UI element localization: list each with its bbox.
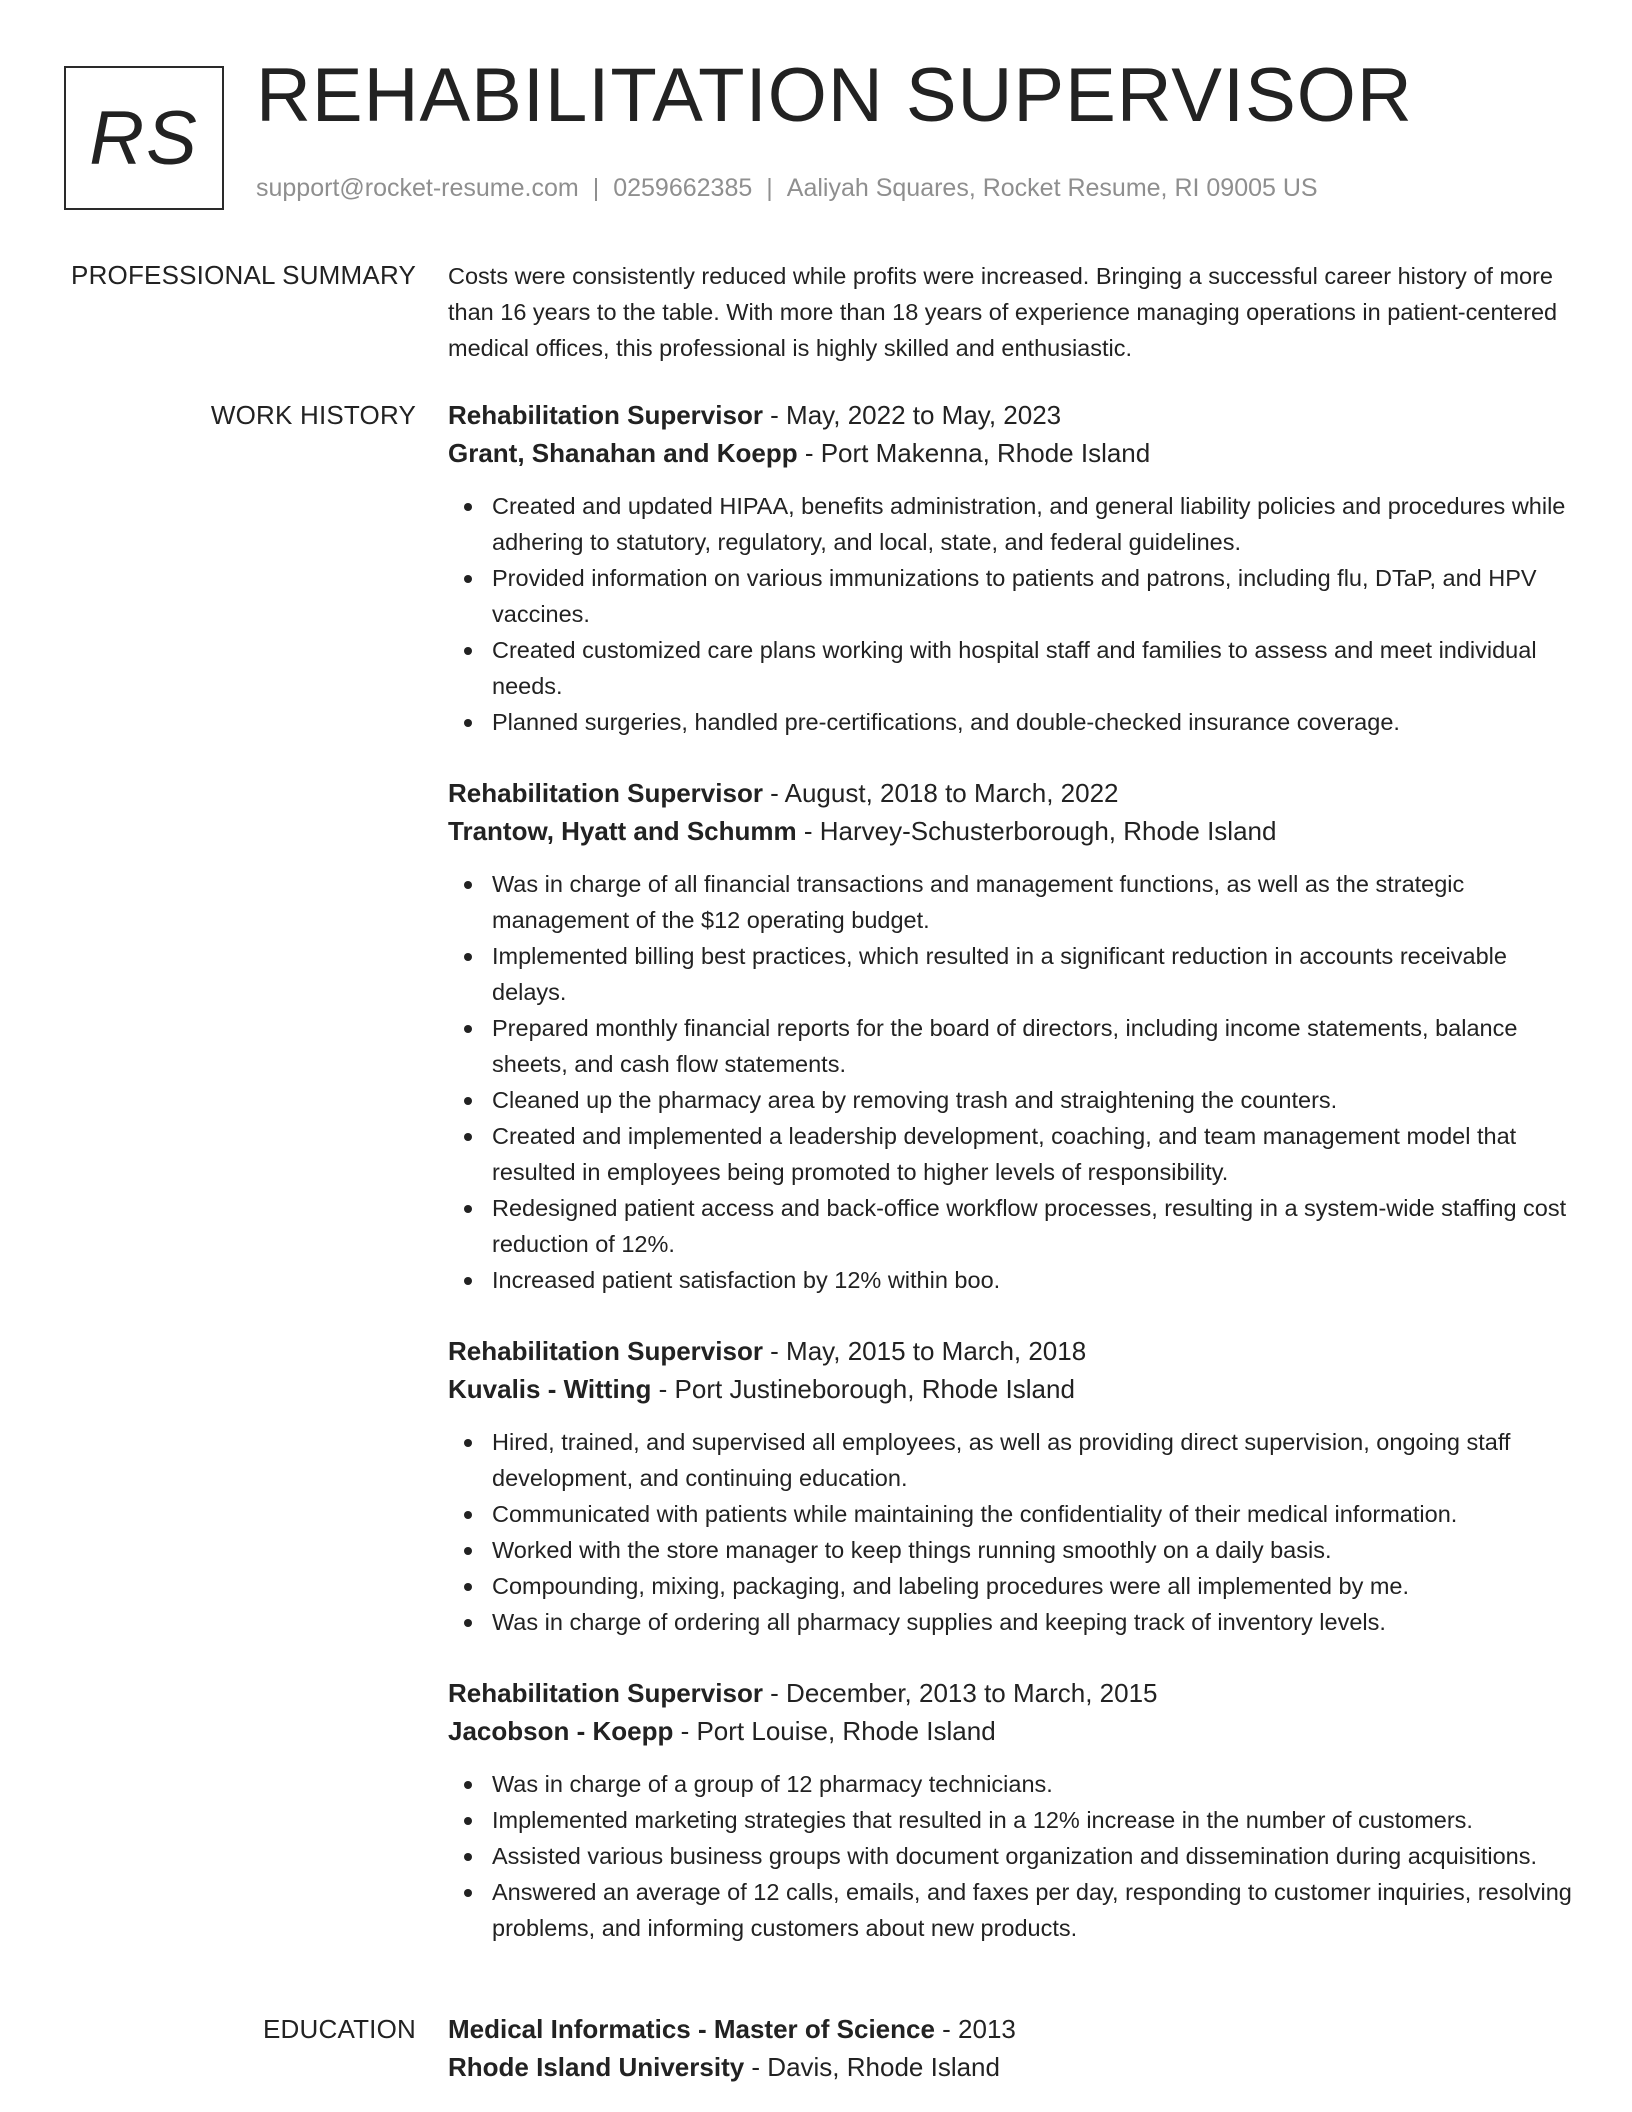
summary-text: Costs were consistently reduced while profits were increased. Bringing a successful career history of more than 16 years to the table. With more than 18 years of experience managing operations in patient-centered medical offices, this professional is highly skilled and enthusiastic. [448,263,1558,361]
list-item: Implemented marketing strategies that resulted in a 12% increase in the number of customers. [448,1802,1578,1838]
job-bullet-list [448,1424,1578,1640]
job-company-line [448,434,1578,472]
job-location: - Port Louise, Rhode Island [673,1716,996,1746]
job-bullet-list [448,866,1578,1298]
job-company-line [448,812,1578,850]
job-title-line [448,1332,1578,1370]
summary-heading: PROFESSIONAL SUMMARY [71,260,416,290]
degree-line [448,2010,1578,2048]
job-title-line [448,774,1578,812]
job-title: Rehabilitation Supervisor [448,1678,763,1708]
list-item: Provided information on various immunizations to patients and patrons, including flu, DTaP, and HPV vaccines. [448,560,1578,632]
list-item: Created and implemented a leadership development, coaching, and team management model that resulted in employees being promoted to higher levels of responsibility. [448,1118,1578,1190]
phone-text: 0259662385 [613,174,753,202]
contact-separator: | [766,174,773,202]
job-dates: - May, 2022 to May, 2023 [762,400,1062,430]
list-item: Communicated with patients while maintaining the confidentiality of their medical information. [448,1496,1578,1532]
job-bullet-list [448,1766,1578,1946]
list-item: Created customized care plans working with hospital staff and families to assess and meet individual needs. [448,632,1578,704]
job-dates: - August, 2018 to March, 2022 [762,778,1119,808]
list-item: Compounding, mixing, packaging, and labeling procedures were all implemented by me. [448,1568,1578,1604]
job-company-line [448,1370,1578,1408]
degree-year: - 2013 [934,2014,1016,2044]
job-entry [448,1674,1578,1946]
job-entry [448,396,1578,740]
list-item: Prepared monthly financial reports for the board of directors, including income statements, balance sheets, and cash flow statements. [448,1010,1578,1082]
job-company: Grant, Shanahan and Koepp [448,438,798,468]
work-history-list [448,396,1578,1980]
education-body [448,2010,1578,2086]
list-item: Worked with the store manager to keep things running smoothly on a daily basis. [448,1532,1578,1568]
school-location: - Davis, Rhode Island [744,2052,1000,2082]
job-title-line [448,396,1578,434]
job-location: - Port Makenna, Rhode Island [797,438,1151,468]
list-item: Hired, trained, and supervised all employees, as well as providing direct supervision, ongoing staff development, and continuing education. [448,1424,1578,1496]
job-title: Rehabilitation Supervisor [448,400,763,430]
address-text: Aaliyah Squares, Rocket Resume, RI 09005 US [786,174,1318,202]
list-item: Was in charge of ordering all pharmacy supplies and keeping track of inventory levels. [448,1604,1578,1640]
job-location: - Harvey-Schusterborough, Rhode Island [796,816,1277,846]
list-item: Planned surgeries, handled pre-certifications, and double-checked insurance coverage. [448,704,1578,740]
contact-line [256,174,1318,203]
work-history-heading: WORK HISTORY [210,400,416,430]
job-dates: - December, 2013 to March, 2015 [762,1678,1158,1708]
degree-name: Medical Informatics - Master of Science [448,2014,935,2044]
list-item: Assisted various business groups with document organization and dissemination during acquisitions. [448,1838,1578,1874]
summary-body [448,258,1578,366]
job-company: Kuvalis - Witting [448,1374,652,1404]
education-heading: EDUCATION [263,2014,416,2044]
list-item: Answered an average of 12 calls, emails, and faxes per day, responding to customer inquiries, resolving problems, and informing customers about new products. [448,1874,1578,1946]
contact-separator: | [592,174,600,202]
job-dates: - May, 2015 to March, 2018 [762,1336,1087,1366]
job-title: Rehabilitation Supervisor [448,778,763,808]
monogram: RS [64,66,224,210]
list-item: Cleaned up the pharmacy area by removing trash and straightening the counters. [448,1082,1578,1118]
job-bullet-list [448,488,1578,740]
list-item: Created and updated HIPAA, benefits administration, and general liability policies and procedures while adhering to statutory, regulatory, and local, state, and federal guidelines. [448,488,1578,560]
list-item: Redesigned patient access and back-office workflow processes, resulting in a system-wide staffing cost reduction of 12%. [448,1190,1578,1262]
list-item: Was in charge of a group of 12 pharmacy technicians. [448,1766,1578,1802]
page-title: REHABILITATION SUPERVISOR [256,53,1413,138]
email-text: support@rocket-resume.com [256,174,579,202]
job-title-line [448,1674,1578,1712]
school-line [448,2048,1578,2086]
list-item: Increased patient satisfaction by 12% within boo. [448,1262,1578,1298]
job-location: - Port Justineborough, Rhode Island [651,1374,1075,1404]
list-item: Implemented billing best practices, which resulted in a significant reduction in accounts receivable delays. [448,938,1578,1010]
job-title: Rehabilitation Supervisor [448,1336,763,1366]
job-entry [448,774,1578,1298]
list-item: Was in charge of all financial transactions and management functions, as well as the strategic management of the $12 operating budget. [448,866,1578,938]
job-company: Trantow, Hyatt and Schumm [448,816,797,846]
job-entry [448,1332,1578,1640]
job-company-line [448,1712,1578,1750]
school-name: Rhode Island University [448,2052,745,2082]
job-company: Jacobson - Koepp [448,1716,674,1746]
